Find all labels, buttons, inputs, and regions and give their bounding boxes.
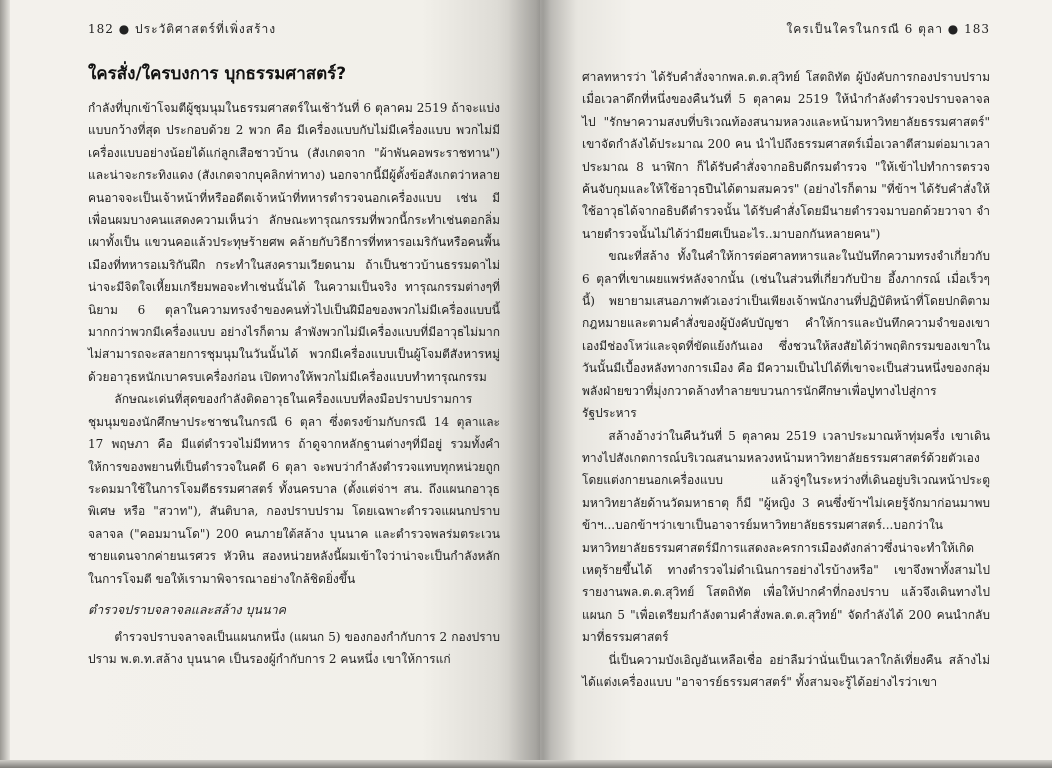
subheading: ตำรวจปราบจลาจลและสล้าง บุนนาค (88, 601, 287, 617)
page-bottom-edge (0, 760, 1052, 768)
paragraph: ศาลทหารว่า ได้รับคำสั่งจากพล.ต.ต.สุวิทย์ โสตถิทัต ผู้บังคับการกองปราบปราม เมื่อเวลาดึกที่หนึ่งของคืนวันที่ 5 ตุลาคม 2519 ให้นำกำลังตำรวจปราบจลาจลไป "รักษาความสงบที่บริเวณท้องสนามหลวงและหน้ามหาวิทยาลัยธรรมศาสตร์" เขาจัดกำลังได้ประมาณ 200 คน นำไปถึงธรรมศาสตร์เมื่อเวลาตีสามต่อมาเวลาประมาณ 8 นาฬิกา ก็ได้รับคำสั่งจากอธิบดีกรมตำรวจ "ให้เข้าไปทำการตรวจค้นจับกุมและให้ใช้อาวุธปืนได้ตามสมควร" (อย่างไรก็ตาม "ที่ข้าฯ ได้รับคำสั่งให้ใช้อาวุธได้จากอธิบดีตำรวจนั้น ได้รับคำสั่งโดยมีนายตำรวจมาบอกด้วยวาจา จำนายตำรวจนั้นไม่ได้ว่ามียศเป็นอะไร..มาบอกกันหลายคน") (582, 70, 990, 241)
right-text-column (582, 66, 990, 693)
paragraph: ตำรวจปราบจลาจลเป็นแผนกหนึ่ง (แผนก 5) ของกองกำกับการ 2 กองปราบปราม พ.ต.ท.สล้าง บุนนาค เป็นรองผู้กำกับการ 2 คนหนึ่ง เขาให้การแก่ (88, 629, 500, 667)
running-head-right: ใครเป็นใครในกรณี 6 ตุลา ● 183 (786, 22, 990, 36)
page-edge (0, 0, 10, 768)
section-heading: ใครสั่ง/ใครบงการ บุกธรรมศาสตร์? (88, 64, 347, 84)
right-page (540, 0, 1052, 768)
paragraph: นี่เป็นความบังเอิญอันเหลือเชื่อ อย่าลืมว่านั่นเป็นเวลาใกล้เที่ยงคืน สล้างไม่ได้แต่งเครื่องแบบ "อาจารย์ธรรมศาสตร์" ทั้งสามจะรู้ได้อย่างไรว่าเขา (582, 652, 990, 689)
paragraph: กำลังที่บุกเข้าโจมตีผู้ชุมนุมในธรรมศาสตร์ในเช้าวันที่ 6 ตุลาคม 2519 ถ้าจะแบ่งแบบกว้างที่สุด ประกอบด้วย 2 พวก คือ มีเครื่องแบบกับไม่มีเครื่องแบบ พวกไม่มีเครื่องแบบอย่างน้อยได้แก่ลูกเสือชาวบ้าน (สังเกตจาก "ผ้าพันคอพระราชทาน") และน่าจะกระทิงแดง (สังเกตจากบุคลิกท่าทาง) นอกจากนี้มีผู้ตั้งข้อสังเกตว่าหลายคนอาจจะเป็นเจ้าหน้าที่หรืออดีตเจ้าหน้าที่ทหารตำรวจนอกเครื่องแบบ เช่น มีเพื่อนผมบางคนแสดงความเห็นว่า ลักษณะทารุณกรรมที่พวกนี้กระทำเช่นตอกลิ่ม เผาทั้งเป็น แขวนคอแล้วประทุษร้ายศพ คล้ายกับวิธีการที่ทหารอเมริกันหรือคนพื้นเมืองที่ทหารอเมริกันฝึก กระทำในสงครามเวียดนาม ถ้าเป็นชาวบ้านธรรมดาไม่น่าจะมีจิตใจเหี้ยมเกรียมพอจะทำเช่นนั้นได้ ในความเป็นจริง ทารุณกรรมต่างๆที่นิยาม 6 ตุลาในความทรงจำของคนทั่วไปเป็นฝีมือของพวกไม่มีเครื่องแบบนี้มากกว่าพวกมีเครื่องแบบ อย่างไรก็ตาม ลำพังพวกไม่มีเครื่องแบบที่มีอาวุธไม่มาก ไม่สามารถจะสลายการชุมนุมในวันนั้นได้ พวกมีเครื่องแบบเป็นผู้โจมตีสังหารหมู่ด้วยอาวุธหนักเบาครบเครื่องก่อน เปิดทางให้พวกไม่มีเครื่องแบบทำทารุณกรรม (88, 101, 500, 384)
left-text-column (88, 60, 500, 671)
paragraph: สล้างอ้างว่าในคืนวันที่ 5 ตุลาคม 2519 เวลาประมาณห้าทุ่มครึ่ง เขาเดินทางไปสังเกตการณ์บริเวณสนามหลวงหน้ามหาวิทยาลัยธรรมศาสตร์ด้วยตัวเองโดยแต่งกายนอกเครื่องแบบ แล้วจู่ๆในระหว่างที่เดินอยู่บริเวณหน้าประตูมหาวิทยาลัยด้านวัดมหาธาตุ ก็มี "ผู้หญิง 3 คนซึ่งข้าฯไม่เคยรู้จักมาก่อนมาพบข้าฯ...บอกข้าฯว่าเขาเป็นอาจารย์มหาวิทยาลัยธรรมศาสตร์...บอกว่าในมหาวิทยาลัยธรรมศาสตร์มีการแสดงละครการเมืองดังกล่าวซึ่งน่าจะทำให้เกิดเหตุร้ายขึ้นได้ ทางตำรวจไม่ดำเนินการอย่างไรบ้างหรือ" เขาจึงพาทั้งสามไปรายงานพล.ต.ต.สุวิทย์ โสตถิทัต เพื่อให้ปากคำที่กองปราบ แล้วจึงเดินทางไปแผนก 5 "เพื่อเตรียมกำลังตามคำสั่งพล.ต.ต.สุวิทย์" จัดกำลังได้ 200 คนนำกลับมาที่ธรรมศาสตร์ (582, 428, 990, 645)
paragraph: ขณะที่สล้าง ทั้งในคำให้การต่อศาลทหารและในบันทึกความทรงจำเกี่ยวกับ 6 ตุลาที่เขาเผยแพร่หลังจากนั้น (เช่นในส่วนที่เกี่ยวกับป้าย อึ้งภากรณ์ เมื่อเร็วๆนี้) พยายามเสนอภาพตัวเองว่าเป็นเพียงเจ้าพนักงานที่ปฏิบัติหน้าที่โดยปกติตามกฎหมายและตามคำสั่งของผู้บังคับบัญชา คำให้การและบันทึกความจำของเขาเองมีช่องโหว่และจุดที่ขัดแย้งกันเอง ซึ่งชวนให้สงสัยได้ว่าพฤติกรรมของเขาในวันนั้นมีเบื้องหลังทางการเมือง คือ มีความเป็นไปได้ที่เขาจะเป็นส่วนหนึ่งของกลุ่มพลังฝ่ายขวาที่มุ่งกวาดล้างทำลายขบวนการนักศึกษาเพื่อปูทางไปสู่การรัฐประหาร (582, 249, 990, 421)
running-head-left: 182 ● ประวัติศาสตร์ที่เพิ่งสร้าง (88, 22, 277, 36)
paragraph: ลักษณะเด่นที่สุดของกำลังติดอาวุธในเครื่องแบบที่ลงมือปราบปรามการชุมนุมของนักศึกษาประชาชนในกรณี 6 ตุลา ซึ่งตรงข้ามกับกรณี 14 ตุลาและ 17 พฤษภา คือ มีแต่ตำรวจไม่มีทหาร ถ้าดูจากหลักฐานต่างๆที่มีอยู่ รวมทั้งคำให้การของพยานที่เป็นตำรวจในคดี 6 ตุลา จะพบว่ากำลังตำรวจแทบทุกหน่วยถูกระดมมาใช้ในการโจมตีธรรมศาสตร์ ทั้งนครบาล (ตั้งแต่จ่าฯ สน. ถึงแผนกอาวุธพิเศษ หรือ "สวาท"), สันติบาล, กองปราบปราม โดยเฉพาะตำรวจแผนกปราบจลาจล ("คอมมานโด") 200 คนภายใต้สล้าง บุนนาค และตำรวจพลร่มตระเวนชายแดนจากค่ายนเรศวร หัวหิน สองหน่วยหลังนี้ผมเข้าใจว่าน่าจะเป็นกำลังหลักในการโจมตี ขอให้เรามาพิจารณาอย่างใกล้ชิดยิ่งขึ้น (88, 392, 500, 586)
